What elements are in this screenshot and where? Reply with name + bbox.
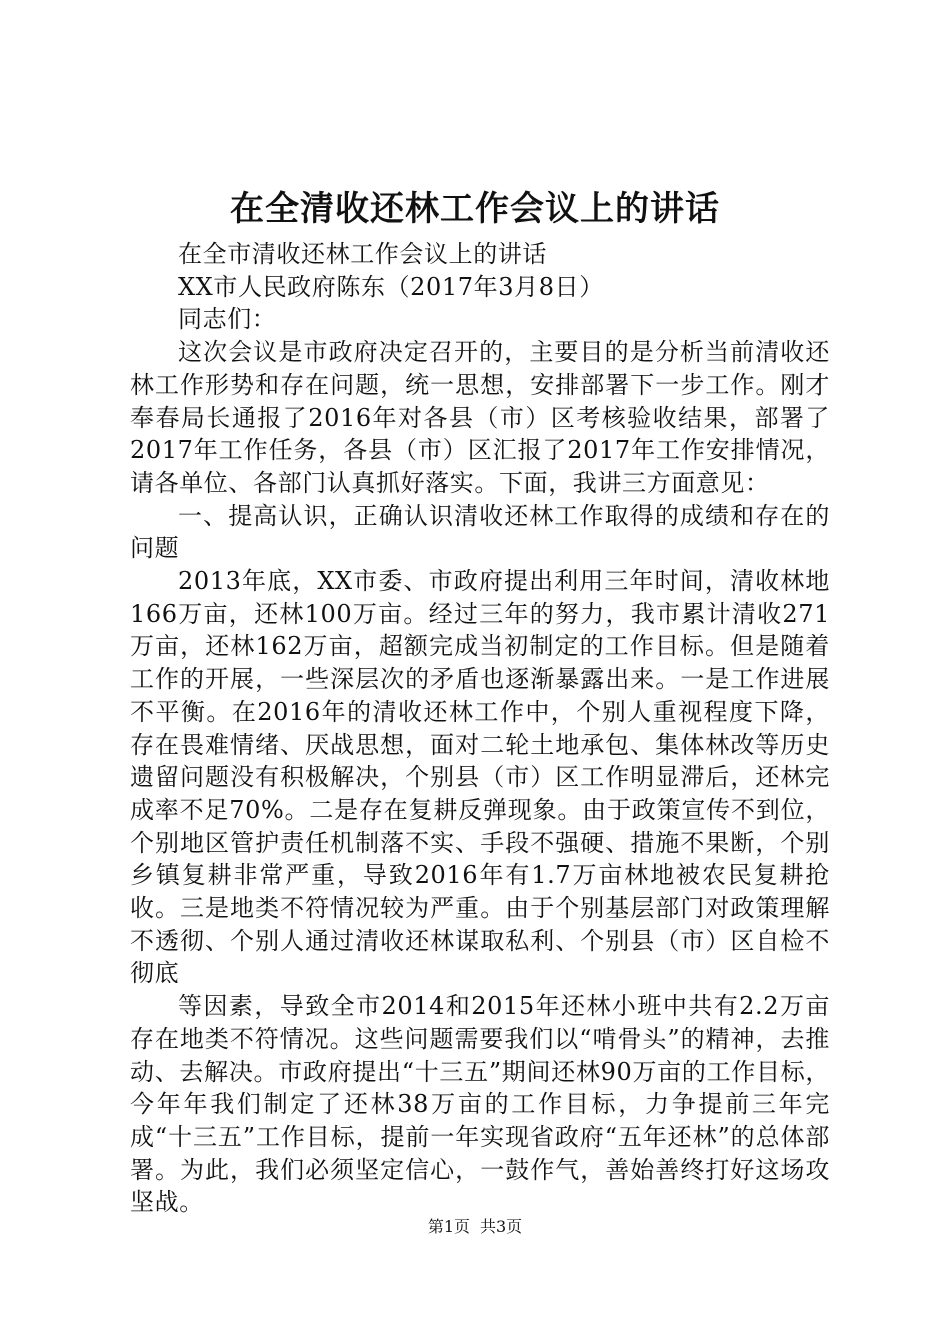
document-title: 在全清收还林工作会议上的讲话 (230, 189, 720, 229)
speaker-line: XX市人民政府陈东（2017年3月8日） (178, 272, 604, 301)
page-footer (0, 1216, 950, 1238)
body-paragraph: 这次会议是市政府决定召开的，主要目的是分析当前清收还林工作形势和存在问题，统一思想，安排部署下一步工作。刚才奉春局长通报了2016年对各县（市）区考核验收结果，部署了2017年工作任务，各县（市）区汇报了2017年工作安排情况，请各单位、各部门认真抓好落实。下面，我讲三方面意见： (130, 338, 830, 497)
document-body (130, 238, 830, 1219)
body-paragraph: 2013年底，XX市委、市政府提出利用三年时间，清收林地166万亩，还林100万亩。经过三年的努力，我市累计清收271万亩，还林162万亩，超额完成当初制定的工作目标。但是随着工作的开展，一些深层次的矛盾也逐渐暴露出来。一是工作进展不平衡。在2016年的清收还林工作中，个别人重视程度下降，存在畏难情绪、厌战思想，面对二轮土地承包、集体林改等历史遗留问题没有积极解决，个别县（市）区工作明显滞后，还林完成率不足70%。二是存在复耕反弹现象。由于政策宣传不到位，个别地区管护责任机制落不实、手段不强硬、措施不果断，个别乡镇复耕非常严重，导致2016年有1.7万亩林地被农民复耕抢收。三是地类不符情况较为严重。由于个别基层部门对政策理解不透彻、个别人通过清收还林谋取私利、个别县（市）区自检不彻底 (130, 567, 830, 988)
page-total: 共3页 (480, 1217, 523, 1236)
body-paragraph: 等因素，导致全市2014和2015年还林小班中共有2.2万亩存在地类不符情况。这些问题需要我们以“啃骨头”的精神，去推动、去解决。市政府提出“十三五”期间还林90万亩的工作目标，今年年我们制定了还林38万亩的工作目标，力争提前三年完成“十三五”工作目标，提前一年实现省政府“五年还林”的总体部署。为此，我们必须坚定信心，一鼓作气，善始善终打好这场攻坚战。 (130, 992, 830, 1217)
subtitle-paragraph: 在全市清收还林工作会议上的讲话 (178, 240, 547, 268)
page-number: 第1页 (427, 1217, 470, 1236)
salutation: 同志们： (178, 305, 277, 334)
section-heading: 一、提高认识，正确认识清收还林工作取得的成绩和存在的问题 (130, 501, 830, 563)
